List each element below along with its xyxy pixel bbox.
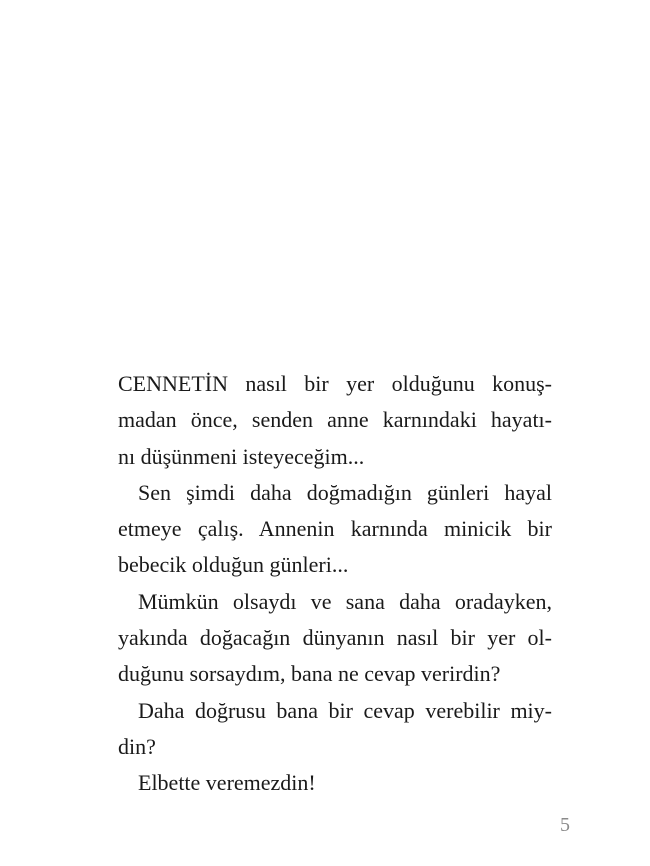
page-number: 5 [560,814,570,836]
text-line: Elbette veremezdin! [138,770,316,796]
text-line: din? [118,733,156,759]
text-line: CENNETİN nasıl bir yer olduğunu konuş- [118,371,552,396]
text-line: duğunu sorsaydım, bana ne cevap verirdin? [118,661,501,687]
text-line: nı düşünmeni isteyeceğim... [118,443,365,469]
text-line: yakında doğacağın dünyanın nasıl bir yer ol- [118,625,552,651]
text-line: Mümkün olsaydı ve sana daha oradayken, [138,588,552,614]
text-line: madan önce, senden anne karnındaki hayatı- [118,407,552,433]
text-line: Sen şimdi daha doğmadığın günleri hayal [138,479,552,505]
text-line: Daha doğrusu bana bir cevap verebilir miy- [138,697,552,723]
text-line: bebecik olduğun günleri... [118,552,349,578]
body-text [118,366,552,802]
text-line: etmeye çalış. Annenin karnında minicik bir [118,516,552,542]
